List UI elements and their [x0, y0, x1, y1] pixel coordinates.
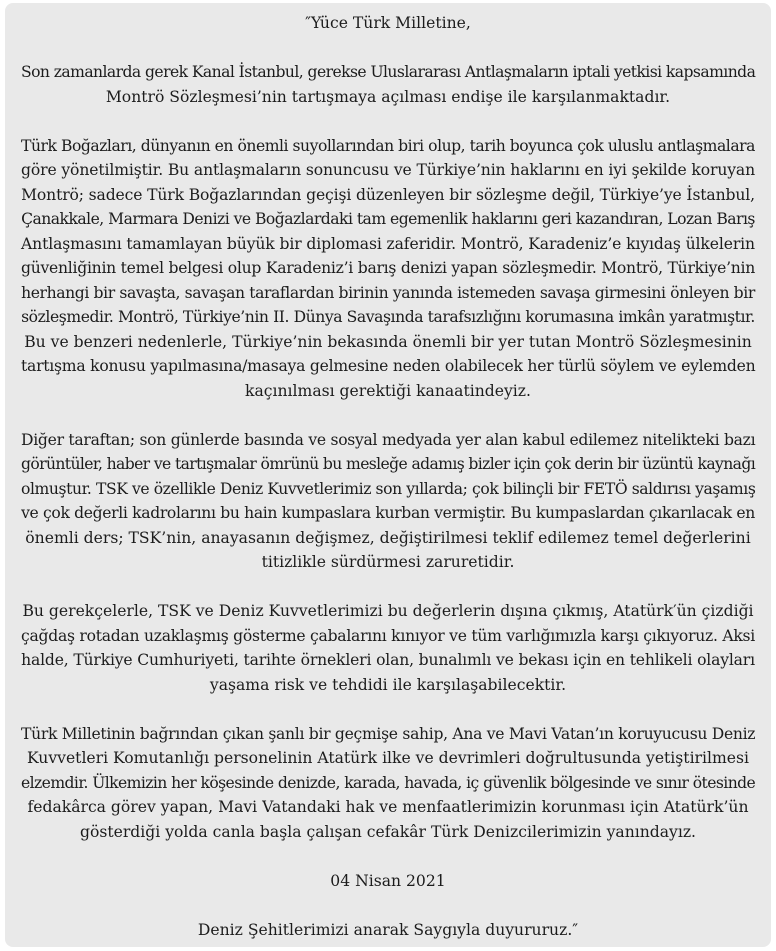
text-line: tartışma konusu yapılmasına/masaya gelmesine neden olabilecek her türlü söylem ve eylemden — [21, 357, 756, 375]
text-line: Türk Milletinin bağrından çıkan şanlı bir geçmişe sahip, Ana ve Mavi Vatan’ın koruyucusu Deniz — [21, 724, 756, 743]
text-line: çağdaş rotadan uzaklaşmış gösterme çabalarını kınıyor ve tüm varlığımızla karşı çıkıyoruz. Aksi — [21, 626, 755, 645]
text-line: olmuştur. TSK ve özellikle Deniz Kuvvetlerimiz son yıllarda; çok bilinçli bir FETÖ saldırısı yaşamış — [21, 479, 756, 498]
text-line: Son zamanlarda gerek Kanal İstanbul, gerekse Uluslararası Antlaşmaların iptali yetkisi kapsamında — [21, 63, 756, 81]
text-line: elzemdir. Ülkemizin her köşesinde denizde, karada, havada, iç güvenlik bölgesinde ve sınır ötesinde — [21, 773, 756, 792]
text-line: Montrö; sadece Türk Boğazlarından geçişi düzenleyen bir sözleşme değil, Türkiye’ye İstanbul, — [21, 185, 755, 204]
letter-page — [5, 3, 771, 947]
text-line: Türk Boğazları, dünyanın en önemli suyollarından biri olup, tarih boyunca çok uluslu antlaşmalara — [21, 136, 755, 155]
text-line: kaçınılması gerektiği kanaatindeyiz. — [245, 381, 531, 400]
text-line: herhangi bir savaşta, savaşan taraflardan birinin yanında istemeden savaşa girmesini önleyen bir — [21, 283, 755, 302]
text-line: Diğer taraftan; son günlerde basında ve sosyal medyada yer alan kabul edilemez nitelikteki bazı — [21, 430, 756, 449]
text-line: titizlikle sürdürmesi zaruretidir. — [261, 553, 515, 571]
paragraph-media — [21, 428, 755, 575]
text-line: yaşama risk ve tehdidi ile karşılaşabilecektir. — [209, 675, 567, 694]
paragraph-kanal-istanbul — [21, 60, 755, 109]
paragraph-montreux — [21, 134, 755, 404]
text-line: gösterdiği yolda canla başla çalışan cefakâr Türk Denizcilerimizin yanındayız. — [79, 822, 697, 841]
letter-date: 04 Nisan 2021 — [330, 871, 446, 890]
text-line: Montrö Sözleşmesi’nin tartışmaya açılması endişe ile karşılanmaktadır. — [105, 87, 671, 106]
salutation: ″Yüce Türk Milletine, — [305, 14, 471, 32]
closing-line: Deniz Şehitlerimizi anarak Saygıyla duyururuz.″ — [197, 920, 579, 939]
text-line: Çanakkale, Marmara Denizi ve Boğazlardaki tam egemenlik haklarını geri kazandıran, Lozan Barış — [21, 210, 755, 228]
paragraph-condemnation — [21, 599, 755, 697]
text-line: göre yönetilmiştir. Bu antlaşmaların sonuncusu ve Türkiye’nin haklarını en iyi şekilde koruyan — [21, 161, 755, 179]
paragraph-navy-support — [21, 722, 755, 845]
text-line: sözleşmedir. Montrö, Türkiye’nin II. Dünya Savaşında tarafsızlığını korumasına imkân yaratmıştır. — [21, 308, 755, 326]
letter-text — [21, 11, 755, 942]
text-line: görüntüler, haber ve tartışmalar ömrünü bu mesleğe adamış bizler için çok derin bir üzüntü kaynağı — [21, 455, 756, 473]
text-line: Kuvvetleri Komutanlığı personelinin Atatürk ilke ve devrimleri doğrultusunda yetiştirilmesi — [26, 749, 749, 767]
text-line: Bu gerekçelerle, TSK ve Deniz Kuvvetlerimizi bu değerlerin dışına çıkmış, Atatürk′ün çizdiği — [22, 602, 754, 620]
text-line: Bu ve benzeri nedenlerle, Türkiye’nin bekasında önemli bir yer tutan Montrö Sözleşmesinin — [24, 332, 752, 351]
text-line: fedakârca görev yapan, Mavi Vatandaki hak ve menfaatlerimizin korunması için Atatürk’ün — [27, 798, 749, 816]
text-line: halde, Türkiye Cumhuriyeti, tarihte örnekleri olan, bunalımlı ve bekası için en tehlikeli olayları — [21, 651, 755, 669]
text-line: ve çok değerli kadrolarını bu hain kumpaslara kurban vermiştir. Bu kumpaslardan çıkarılacak en — [21, 504, 755, 522]
text-line: önemli ders; TSK’nin, anayasanın değişmez, değiştirilmesi teklif edilemez temel değerlerini — [25, 528, 751, 547]
text-line: Antlaşmasını tamamlayan büyük bir diplomasi zaferidir. Montrö, Karadeniz’e kıyıdaş ülkelerin — [21, 234, 755, 253]
text-line: güvenliğinin temel belgesi olup Karadeniz’i barış denizi yapan sözleşmedir. Montrö, Türkiye’nin — [21, 259, 756, 277]
